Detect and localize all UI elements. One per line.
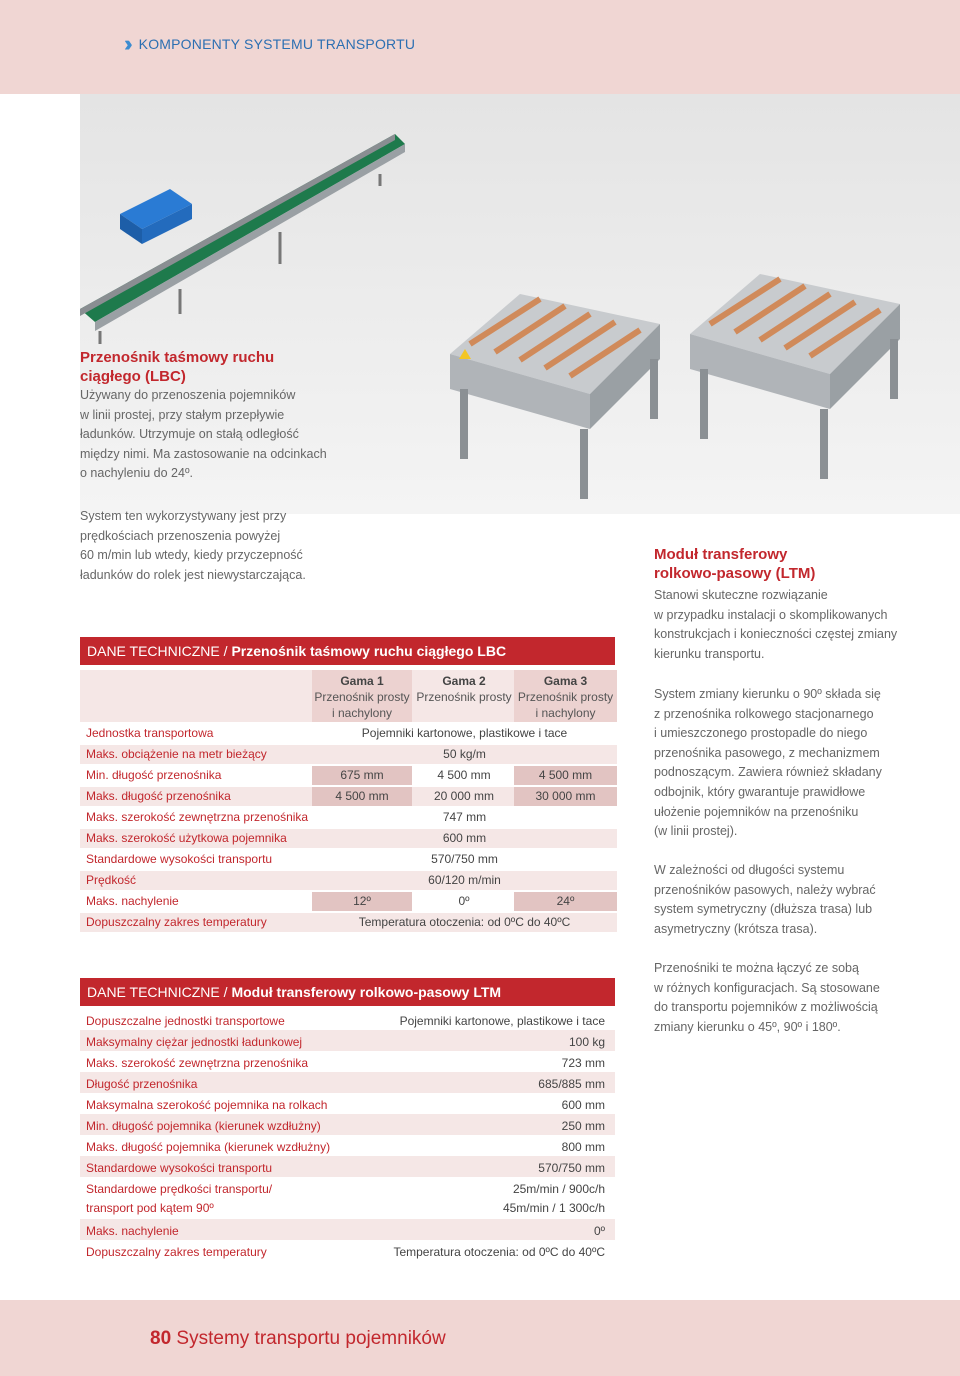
table-row [80, 766, 617, 785]
lbc-description-2 [80, 507, 340, 585]
table1-heading-title: Przenośnik taśmowy ruchu ciągłego LBC [231, 643, 507, 659]
text-line: 60 m/min lub wtedy, kiedy przyczepność [80, 548, 303, 563]
row-label: Maks. szerokość zewnętrzna przenośnika [86, 1056, 309, 1070]
ltm-description-2 [654, 685, 954, 842]
row-value: 570/750 mm [538, 1161, 605, 1175]
row-value: 4 500 mm [437, 768, 491, 782]
lbc-title [80, 348, 320, 386]
page-number: 80 [150, 1328, 172, 1349]
table-row [80, 1135, 615, 1156]
table-row [80, 1072, 615, 1093]
text-line: System zmiany kierunku o 90º składa się [654, 687, 881, 701]
column-gama-3: Gama 3 Przenośnik prosty i nachylony [517, 674, 614, 720]
text-line: ładunków. Utrzymuje on stałą odległość [80, 427, 299, 442]
text-line: kierunku transportu. [654, 646, 765, 661]
table-row [80, 787, 617, 806]
column-gama-2: Gama 2 Przenośnik prosty [416, 674, 512, 704]
text-line: (w linii prostej). [654, 824, 738, 839]
row-value: 800 mm [561, 1140, 605, 1154]
text-line: odbojnik, który gwarantuje prawidłowe [654, 784, 866, 799]
row-label: Maks. nachylenie [86, 1224, 179, 1238]
lbc-title-line: ciągłego (LBC) [80, 368, 186, 385]
text-line: o nachyleniu do 24º. [80, 466, 193, 481]
column-gama-1: Gama 1 Przenośnik prosty i nachylony [314, 674, 410, 720]
row-label: Min. długość przenośnika [86, 768, 222, 782]
ltm-title-line: Moduł transferowy [654, 546, 788, 563]
row-label: Maksymalna szerokość pojemnika na rolkach [86, 1098, 328, 1112]
ltm-description-4 [654, 959, 954, 1037]
text-line: W zależności od długości systemu [654, 863, 845, 877]
row-value: 20 000 mm [433, 789, 495, 803]
text-line: Stanowi skuteczne rozwiązanie [654, 588, 828, 602]
row-value: Pojemniki kartonowe, plastikowe i tace [361, 726, 568, 740]
row-value: 747 mm [442, 810, 487, 824]
row-label: Min. długość pojemnika (kierunek wzdłużny) [86, 1119, 321, 1133]
row-label: Maks. długość przenośnika [86, 789, 231, 803]
text-line: Używany do przenoszenia pojemników [80, 388, 296, 402]
text-line: konstrukcjach i konieczności częstej zmiany [654, 627, 898, 642]
text-line: w linii prostej, przy stałym przepływie [80, 407, 285, 422]
table-row [80, 850, 617, 869]
row-label: Maks. nachylenie [86, 894, 179, 908]
table-row [80, 1051, 615, 1072]
row-label: Standardowe wysokości transportu [86, 852, 273, 866]
row-label: Długość przenośnika [86, 1077, 198, 1091]
table-row [80, 871, 617, 890]
row-label: Maksymalny ciężar jednostki ładunkowej [86, 1035, 303, 1049]
text-line: Przenośniki te można łączyć ze sobą [654, 961, 859, 975]
row-value: 600 mm [561, 1098, 605, 1112]
text-line: do transportu pojemników z możliwością [654, 1000, 878, 1015]
table-row [80, 745, 617, 764]
row-value: 12º [353, 894, 371, 908]
row-label: Dopuszczalne jednostki transportowe [86, 1014, 285, 1028]
row-value: 0º [593, 1224, 605, 1238]
row-label: Standardowe prędkości transportu/ transport pod kątem 90º [86, 1182, 273, 1215]
table-row [80, 1177, 615, 1219]
table-row [80, 1030, 615, 1051]
row-value: 0º [458, 894, 470, 908]
table-row [80, 1240, 615, 1263]
table-row [80, 1219, 615, 1240]
row-value: Temperatura otoczenia: od 0ºC do 40ºC [393, 1245, 605, 1259]
row-value: 30 000 mm [535, 789, 596, 803]
text-line: przenośnika pasowego, z mechanizmem [654, 745, 880, 760]
row-label: Jednostka transportowa [86, 726, 214, 740]
double-chevron-icon: ›› [124, 31, 127, 56]
row-value: 4 500 mm [538, 768, 593, 782]
table-row [80, 1114, 615, 1135]
text-line: ładunków do rolek jest niewystarczająca. [80, 567, 306, 582]
ltm-title [654, 545, 914, 583]
table-row [80, 1156, 615, 1177]
row-value: 25m/min / 900c/h 45m/min / 1 300c/h [502, 1182, 605, 1215]
table-row [80, 1009, 615, 1030]
row-value: Temperatura otoczenia: od 0ºC do 40ºC [358, 915, 571, 929]
footer-title: Systemy transportu pojemników [176, 1328, 446, 1349]
table2-heading-prefix: DANE TECHNICZNE / [87, 984, 232, 1000]
table-row [80, 808, 617, 827]
table-row [80, 1093, 615, 1114]
ltm-description [654, 586, 954, 664]
row-label: Maks. długość pojemnika (kierunek wzdłużny) [86, 1140, 331, 1154]
row-label: Standardowe wysokości transportu [86, 1161, 273, 1175]
table-row [80, 829, 617, 848]
text-line: prędkościach przenoszenia powyżej [80, 528, 281, 543]
row-value: 675 mm [340, 768, 384, 782]
table1-heading [80, 637, 615, 665]
text-line: między nimi. Ma zastosowanie na odcinkach [80, 446, 327, 461]
row-value: 24º [556, 894, 575, 908]
page-footer [150, 1328, 446, 1350]
row-label: Maks. obciążenie na metr bieżący [86, 747, 267, 761]
text-line: podnoszącym. Zawiera również składany [654, 765, 882, 780]
row-value: 50 kg/m [443, 747, 486, 761]
ltm-description-3 [654, 861, 954, 939]
row-value: 4 500 mm [335, 789, 389, 803]
text-line: ułożenie pojemników na przenośniku [654, 804, 859, 819]
row-label: Maks. szerokość użytkowa pojemnika [86, 831, 287, 845]
row-label: Prędkość [86, 873, 137, 887]
table2-heading-title: Moduł transferowy rolkowo-pasowy LTM [231, 984, 502, 1000]
section-title: KOMPONENTY SYSTEMU TRANSPORTU [138, 36, 416, 52]
text-line: w różnych konfiguracjach. Są stosowane [654, 980, 880, 995]
text-line: System ten wykorzystywany jest przy [80, 509, 287, 523]
row-label: Dopuszczalny zakres temperatury [86, 915, 267, 929]
text-line: zmiany kierunku o 45º, 90º i 180º. [654, 1019, 841, 1034]
table2-heading [80, 978, 615, 1006]
row-label: Maks. szerokość zewnętrzna przenośnika [86, 810, 309, 824]
table-row [80, 892, 617, 911]
text-line: system symetryczny (dłuższa trasa) lub [654, 902, 873, 917]
table-row [80, 724, 617, 743]
row-value: Pojemniki kartonowe, plastikowe i tace [399, 1014, 605, 1028]
row-value: 100 kg [568, 1035, 605, 1049]
table-row [80, 913, 617, 932]
row-label: Dopuszczalny zakres temperatury [86, 1245, 267, 1259]
ltm-title-line: rolkowo-pasowy (LTM) [654, 565, 816, 582]
text-line: z przenośnika rolkowego stacjonarnego [654, 706, 874, 721]
lbc-description [80, 386, 330, 484]
footer-band [0, 1300, 960, 1376]
row-value: 250 mm [561, 1119, 605, 1133]
table1-heading-prefix: DANE TECHNICZNE / [87, 643, 232, 659]
row-value: 60/120 m/min [428, 873, 501, 887]
table1-header-row [80, 670, 617, 722]
text-line: w przypadku instalacji o skomplikowanych [654, 607, 888, 622]
lbc-title-line: Przenośnik taśmowy ruchu [80, 349, 275, 366]
text-line: asymetryczny (krótsza trasa). [654, 921, 818, 936]
row-value: 570/750 mm [431, 852, 498, 866]
row-value: 685/885 mm [538, 1077, 605, 1091]
row-value: 600 mm [442, 831, 487, 845]
row-value: 723 mm [561, 1056, 605, 1070]
section-header [124, 31, 416, 56]
text-line: i umieszczonego prostopadle do niego [654, 726, 868, 741]
text-line: przenośników pasowych, należy wybrać [654, 882, 876, 897]
